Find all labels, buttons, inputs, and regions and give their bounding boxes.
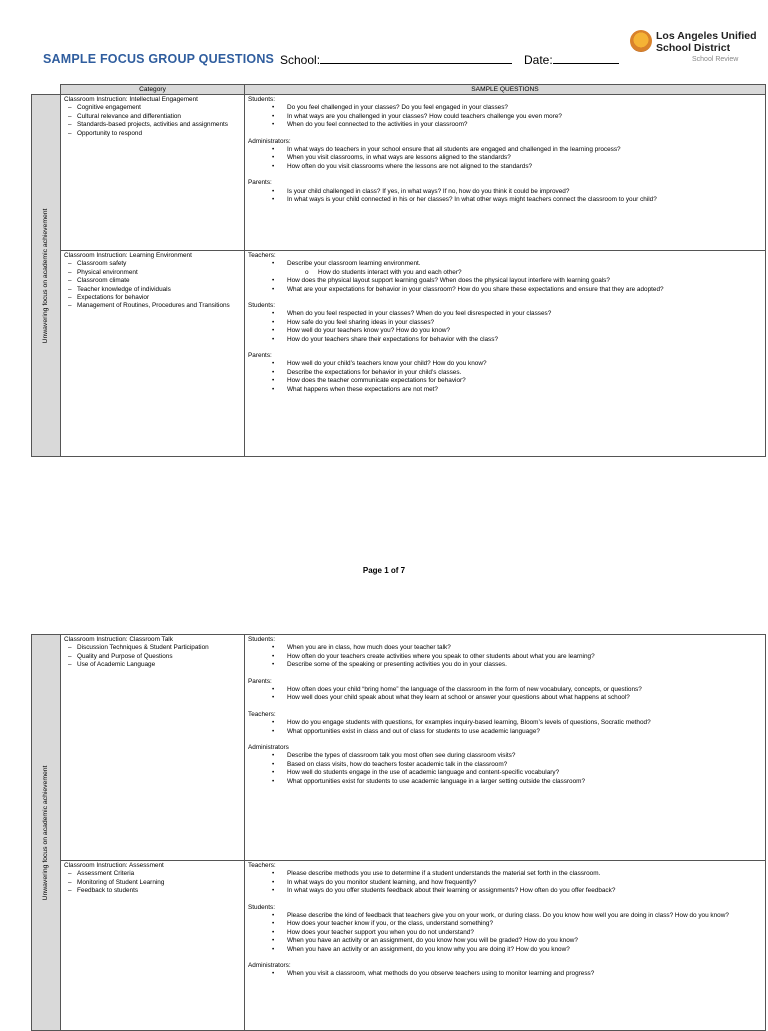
category-item: – Assessment Criteria xyxy=(64,870,241,878)
question-list xyxy=(248,912,762,954)
audience-label: Parents: xyxy=(248,352,272,360)
question-text: When do you feel connected to the activities in your classroom? xyxy=(287,121,468,129)
category-title: Classroom Instruction: Classroom Talk xyxy=(64,636,173,643)
question-item xyxy=(248,719,762,727)
category-title: Classroom Instruction: Learning Environment xyxy=(64,252,192,259)
question-text: How often does your child “bring home” the language of the classroom in the form of new vocabulary, concepts, or questions? xyxy=(287,686,642,694)
question-text: How does your teacher support you when you do not understand? xyxy=(287,928,474,936)
question-text: Describe the expectations for behavior in your child’s classes. xyxy=(287,368,462,376)
question-list xyxy=(248,188,762,205)
questions-cell xyxy=(245,861,766,1031)
page-number: Page 1 of 7 xyxy=(362,566,406,575)
date-label: Date: xyxy=(524,53,553,67)
question-item xyxy=(248,653,762,661)
question-item xyxy=(248,644,762,652)
category-title: Classroom Instruction: Intellectual Engagement xyxy=(64,96,198,103)
question-item xyxy=(248,937,762,945)
question-item xyxy=(248,728,762,736)
category-item: – Quality and Purpose of Questions xyxy=(64,653,241,661)
audience-label: Students: xyxy=(248,96,276,103)
question-text: How well do your teachers know you? How do you know? xyxy=(287,327,451,335)
question-list xyxy=(248,360,762,394)
audience-group xyxy=(248,138,762,172)
category-cell xyxy=(61,251,245,457)
audience-group xyxy=(248,252,762,294)
question-text: Based on class visits, how do teachers foster academic talk in the classroom? xyxy=(287,760,508,768)
district-logo xyxy=(630,30,760,70)
question-item xyxy=(248,686,762,694)
question-item xyxy=(248,912,762,920)
category-items xyxy=(64,260,241,310)
category-item: – Opportunity to respond xyxy=(64,130,241,138)
date-blank-line xyxy=(553,52,619,64)
questions-cell xyxy=(245,95,766,251)
category-items xyxy=(64,870,241,895)
side-label-cell xyxy=(32,635,61,1031)
question-item xyxy=(248,113,762,121)
question-item xyxy=(248,277,762,285)
category-items xyxy=(64,644,241,669)
sub-question-list xyxy=(248,269,762,277)
question-item xyxy=(248,386,762,394)
question-item xyxy=(248,188,762,196)
audience-group xyxy=(248,862,762,896)
question-text: In what ways do you monitor student learning, and how frequently? xyxy=(287,878,477,886)
table-row xyxy=(32,861,766,1031)
side-label: Unwavering focus on academic achievement xyxy=(41,765,49,900)
category-title: Classroom Instruction: Assessment xyxy=(64,862,164,869)
question-item xyxy=(248,661,762,669)
question-item xyxy=(248,929,762,937)
audience-group xyxy=(248,678,762,703)
question-text: When you are in class, how much does your teacher talk? xyxy=(287,644,451,652)
question-item xyxy=(248,920,762,928)
question-item xyxy=(248,761,762,769)
question-item xyxy=(248,327,762,335)
school-field xyxy=(280,52,512,67)
question-item xyxy=(248,260,762,277)
question-text: How well does your child speak about what they learn at school or answer your questions about what happens at school? xyxy=(287,694,630,702)
audience-group xyxy=(248,744,762,786)
category-item: – Standards-based projects, activities and assignments xyxy=(64,121,241,129)
audience-label: Parents: xyxy=(248,677,272,685)
audience-label: Parents: xyxy=(248,179,272,187)
questions-header: SAMPLE QUESTIONS xyxy=(245,85,766,95)
category-item: – Feedback to students xyxy=(64,887,241,895)
audience-label: Administrators: xyxy=(248,962,291,970)
page-title: SAMPLE FOCUS GROUP QUESTIONS xyxy=(43,52,275,66)
question-text: Please describe methods you use to determine if a student understands the material set forth in the classroom. xyxy=(287,870,601,878)
question-text: Describe your classroom learning environment. xyxy=(287,260,421,268)
question-text: Is your child challenged in class? If yes, in what ways? If no, how do you think it could be improved? xyxy=(287,187,570,195)
questions-cell xyxy=(245,251,766,457)
question-item xyxy=(248,196,762,204)
category-item: – Classroom climate xyxy=(64,277,241,285)
category-item: – Cognitive engagement xyxy=(64,104,241,112)
table-row xyxy=(32,635,766,861)
question-item xyxy=(248,946,762,954)
question-text: How does the physical layout support learning goals? When does the physical layout interfere with learning goals? xyxy=(287,277,610,285)
question-item xyxy=(248,104,762,112)
question-text: How often do your teachers create activities where you speak to other students about what you are learning? xyxy=(287,652,595,660)
audience-group xyxy=(248,904,762,954)
question-list xyxy=(248,719,762,736)
question-list xyxy=(248,644,762,669)
question-item xyxy=(248,694,762,702)
question-text: What happens when these expectations are not met? xyxy=(287,385,438,393)
question-text: Do you feel challenged in your classes? Do you feel engaged in your classes? xyxy=(287,104,508,112)
question-item xyxy=(248,146,762,154)
question-text: When you visit classrooms, in what ways are lessons aligned to the standards? xyxy=(287,154,511,162)
category-item: – Expectations for behavior xyxy=(64,294,241,302)
audience-group xyxy=(248,962,762,979)
question-text: Please describe the kind of feedback that teachers give you on your work, or during class. Do you know how well you are doing in class? How do you know? xyxy=(287,912,729,920)
question-list xyxy=(248,752,762,786)
table-row xyxy=(32,251,766,457)
school-blank-line xyxy=(320,52,512,64)
question-item xyxy=(248,970,762,978)
question-item xyxy=(248,870,762,878)
question-list xyxy=(248,146,762,171)
question-text: Describe the types of classroom talk you most often see during classroom visits? xyxy=(287,752,516,760)
audience-group xyxy=(248,352,762,394)
question-list xyxy=(248,260,762,294)
category-item: – Classroom safety xyxy=(64,260,241,268)
audience-label: Students: xyxy=(248,636,276,643)
audience-label: Teachers: xyxy=(248,252,276,259)
question-text: What are your expectations for behavior in your classroom? How do you share these expectations and ensure that they are adopted? xyxy=(287,285,664,293)
category-item: – Physical environment xyxy=(64,269,241,277)
question-item xyxy=(248,163,762,171)
category-item: – Management of Routines, Procedures and Transitions xyxy=(64,302,241,310)
question-text: In what ways are you challenged in your classes? How could teachers challenge you even more? xyxy=(287,112,562,120)
page-header xyxy=(0,0,768,80)
question-text: How do you engage students with questions, for examples inquiry-based learning, Bloom’s levels of questions, Socratic method? xyxy=(287,719,651,727)
question-item xyxy=(248,310,762,318)
question-item xyxy=(248,377,762,385)
question-item xyxy=(248,360,762,368)
question-item xyxy=(248,336,762,344)
question-item xyxy=(248,879,762,887)
question-text: When you have an activity or an assignment, do you know why you are doing it? How do you know? xyxy=(287,945,570,953)
sub-question-item: o How do students interact with you and each other? xyxy=(248,269,762,277)
category-cell xyxy=(61,861,245,1031)
category-cell xyxy=(61,635,245,861)
table-header-row xyxy=(32,85,766,95)
header-blank-cell xyxy=(32,85,61,95)
question-item xyxy=(248,778,762,786)
category-item: – Teacher knowledge of individuals xyxy=(64,286,241,294)
category-header: Category xyxy=(61,85,245,95)
logo-subtitle: School Review xyxy=(692,56,739,63)
audience-label: Administrators: xyxy=(248,137,291,145)
question-text: What opportunities exist for students to use academic language in a larger setting outside the classroom? xyxy=(287,777,586,785)
question-text: When do you feel respected in your classes? When do you feel disrespected in your classes? xyxy=(287,310,552,318)
side-label-cell xyxy=(32,95,61,457)
audience-group xyxy=(248,96,762,130)
question-list xyxy=(248,870,762,895)
category-item: – Discussion Techniques & Student Participation xyxy=(64,644,241,652)
question-item xyxy=(248,769,762,777)
table-row xyxy=(32,95,766,251)
district-seal-icon xyxy=(630,30,652,52)
audience-label: Students: xyxy=(248,903,276,911)
question-text: In what ways is your child connected in his or her classes? In what other ways might teachers connect the classroom to your child? xyxy=(287,196,657,204)
question-list xyxy=(248,970,762,978)
logo-line1: Los Angeles Unified xyxy=(656,30,757,42)
question-item xyxy=(248,121,762,129)
audience-label: Teachers: xyxy=(248,862,276,869)
category-item: – Monitoring of Student Learning xyxy=(64,879,241,887)
category-cell xyxy=(61,95,245,251)
audience-group xyxy=(248,179,762,204)
question-text: How does your teacher know if you, or the class, understand something? xyxy=(287,920,494,928)
questions-cell xyxy=(245,635,766,861)
question-text: How well do your child’s teachers know your child? How do you know? xyxy=(287,360,487,368)
question-item xyxy=(248,887,762,895)
category-items xyxy=(64,104,241,138)
question-item xyxy=(248,369,762,377)
question-item xyxy=(248,154,762,162)
question-text: How do your teachers share their expectations for behavior with the class? xyxy=(287,335,499,343)
side-label: Unwavering focus on academic achievement xyxy=(41,208,49,343)
questions-table-page2 xyxy=(31,634,766,1031)
question-text: How often do you visit classrooms where the lessons are not aligned to the standards? xyxy=(287,162,533,170)
question-list xyxy=(248,686,762,703)
questions-table-page1 xyxy=(31,84,766,457)
question-item xyxy=(248,752,762,760)
school-label: School: xyxy=(280,53,321,67)
question-text: When you visit a classroom, what methods do you observe teachers using to monitor learning and progress? xyxy=(287,970,595,978)
question-text: How safe do you feel sharing ideas in your classes? xyxy=(287,318,435,326)
question-text: How does the teacher communicate expectations for behavior? xyxy=(287,377,466,385)
question-item xyxy=(248,319,762,327)
audience-group xyxy=(248,302,762,344)
question-list xyxy=(248,104,762,129)
question-text: Describe some of the speaking or presenting activities you do in your classes. xyxy=(287,661,507,669)
question-text: When you have an activity or an assignment, do you know how you will be graded? How do you know? xyxy=(287,937,578,945)
audience-label: Teachers: xyxy=(248,710,276,718)
question-text: In what ways do you offer students feedback about their learning or assignments? How often do you offer feedback? xyxy=(287,887,616,895)
question-text: How well do students engage in the use of academic language and content-specific vocabulary? xyxy=(287,769,560,777)
audience-group xyxy=(248,711,762,736)
question-text: In what ways do teachers in your school ensure that all students are engaged and challenged in the learning process? xyxy=(287,146,621,154)
logo-line2: School District xyxy=(656,42,731,54)
audience-group xyxy=(248,636,762,670)
audience-label: Students: xyxy=(248,302,276,310)
audience-label: Administrators xyxy=(248,744,289,752)
question-list xyxy=(248,310,762,344)
question-text: What opportunities exist in class and out of class for students to use academic language? xyxy=(287,727,540,735)
date-field xyxy=(524,52,619,67)
category-item: – Use of Academic Language xyxy=(64,661,241,669)
question-item xyxy=(248,286,762,294)
category-item: – Cultural relevance and differentiation xyxy=(64,113,241,121)
